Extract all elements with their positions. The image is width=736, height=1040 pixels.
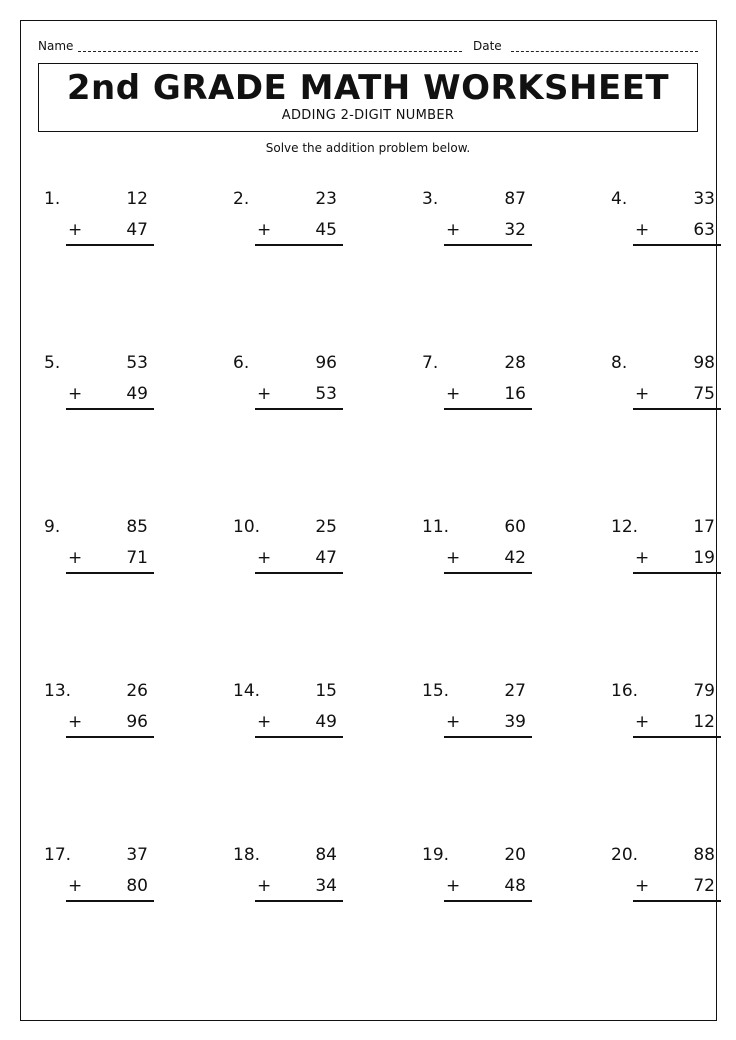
problem-number: 2. [233,189,250,209]
answer-line[interactable] [444,900,532,902]
plus-sign: + [257,220,272,240]
problem-number: 3. [422,189,439,209]
problem-top-addend: 60 [504,517,526,537]
addition-problem [611,516,721,596]
problem-bottom-addend: 34 [315,876,337,896]
addition-problem [422,844,532,924]
problem-bottom-addend: 71 [126,548,148,568]
problem-top-addend: 84 [315,845,337,865]
problem-number: 14. [233,681,261,701]
answer-line[interactable] [444,736,532,738]
plus-sign: + [257,548,272,568]
plus-sign: + [446,548,461,568]
problem-top-addend: 25 [315,517,337,537]
problem-bottom-addend: 16 [504,384,526,404]
addition-problem [233,352,343,432]
answer-line[interactable] [444,572,532,574]
date-label: Date [473,39,502,53]
problem-bottom-addend: 80 [126,876,148,896]
answer-line[interactable] [255,900,343,902]
problem-number: 1. [44,189,61,209]
problem-top-addend: 37 [126,845,148,865]
plus-sign: + [446,712,461,732]
problem-top-addend: 87 [504,189,526,209]
answer-line[interactable] [633,736,721,738]
problem-bottom-addend: 63 [693,220,715,240]
answer-line[interactable] [66,408,154,410]
problem-number: 19. [422,845,450,865]
problem-top-addend: 85 [126,517,148,537]
worksheet-subtitle: ADDING 2-DIGIT NUMBER [281,108,455,123]
problem-bottom-addend: 75 [693,384,715,404]
addition-problem [422,352,532,432]
plus-sign: + [257,712,272,732]
problem-bottom-addend: 49 [315,712,337,732]
addition-problem [44,680,154,760]
addition-problem [611,844,721,924]
problem-bottom-addend: 42 [504,548,526,568]
problem-bottom-addend: 32 [504,220,526,240]
addition-problem [422,680,532,760]
answer-line[interactable] [66,900,154,902]
name-date-row [38,38,698,56]
problem-top-addend: 33 [693,189,715,209]
addition-problem [233,188,343,268]
problem-number: 13. [44,681,72,701]
problem-top-addend: 53 [126,353,148,373]
problem-top-addend: 23 [315,189,337,209]
addition-problem [422,516,532,596]
problem-top-addend: 20 [504,845,526,865]
plus-sign: + [635,220,650,240]
answer-line[interactable] [255,244,343,246]
answer-line[interactable] [633,244,721,246]
problem-bottom-addend: 12 [693,712,715,732]
addition-problem [233,680,343,760]
answer-line[interactable] [255,736,343,738]
plus-sign: + [635,712,650,732]
problem-top-addend: 12 [126,189,148,209]
problem-bottom-addend: 72 [693,876,715,896]
name-field-line[interactable] [78,51,462,52]
answer-line[interactable] [444,244,532,246]
problem-top-addend: 26 [126,681,148,701]
answer-line[interactable] [633,408,721,410]
addition-problem [233,516,343,596]
plus-sign: + [68,220,83,240]
problem-bottom-addend: 49 [126,384,148,404]
problem-number: 5. [44,353,61,373]
answer-line[interactable] [255,408,343,410]
problem-number: 8. [611,353,628,373]
answer-line[interactable] [255,572,343,574]
problem-number: 10. [233,517,261,537]
name-label: Name [38,39,74,53]
addition-problem [44,352,154,432]
answer-line[interactable] [633,900,721,902]
problem-number: 17. [44,845,72,865]
plus-sign: + [635,384,650,404]
answer-line[interactable] [633,572,721,574]
plus-sign: + [635,876,650,896]
addition-problem [422,188,532,268]
problem-bottom-addend: 47 [126,220,148,240]
addition-problem [611,188,721,268]
problem-bottom-addend: 19 [693,548,715,568]
problem-top-addend: 98 [693,353,715,373]
addition-problem [44,516,154,596]
problem-number: 16. [611,681,639,701]
answer-line[interactable] [444,408,532,410]
plus-sign: + [446,384,461,404]
plus-sign: + [635,548,650,568]
plus-sign: + [446,876,461,896]
problem-number: 12. [611,517,639,537]
problem-number: 6. [233,353,250,373]
plus-sign: + [68,384,83,404]
problem-number: 7. [422,353,439,373]
problem-number: 4. [611,189,628,209]
problem-top-addend: 27 [504,681,526,701]
problem-bottom-addend: 96 [126,712,148,732]
problem-number: 20. [611,845,639,865]
plus-sign: + [68,548,83,568]
problem-bottom-addend: 45 [315,220,337,240]
problem-number: 9. [44,517,61,537]
title-box [38,63,698,132]
plus-sign: + [68,712,83,732]
instruction-text: Solve the addition problem below. [265,141,471,155]
plus-sign: + [257,876,272,896]
answer-line[interactable] [66,572,154,574]
addition-problem [611,680,721,760]
problem-number: 11. [422,517,450,537]
answer-line[interactable] [66,244,154,246]
problem-bottom-addend: 48 [504,876,526,896]
addition-problem [233,844,343,924]
problem-top-addend: 28 [504,353,526,373]
problem-top-addend: 96 [315,353,337,373]
problem-top-addend: 17 [693,517,715,537]
answer-line[interactable] [66,736,154,738]
date-field-line[interactable] [511,51,698,52]
addition-problem [44,188,154,268]
problem-number: 18. [233,845,261,865]
addition-problem [44,844,154,924]
problem-top-addend: 88 [693,845,715,865]
plus-sign: + [257,384,272,404]
problem-bottom-addend: 53 [315,384,337,404]
problem-bottom-addend: 39 [504,712,526,732]
problem-top-addend: 79 [693,681,715,701]
worksheet-title: 2nd GRADE MATH WORKSHEET [66,68,670,108]
problem-top-addend: 15 [315,681,337,701]
plus-sign: + [446,220,461,240]
plus-sign: + [68,876,83,896]
problem-number: 15. [422,681,450,701]
addition-problem [611,352,721,432]
problem-bottom-addend: 47 [315,548,337,568]
